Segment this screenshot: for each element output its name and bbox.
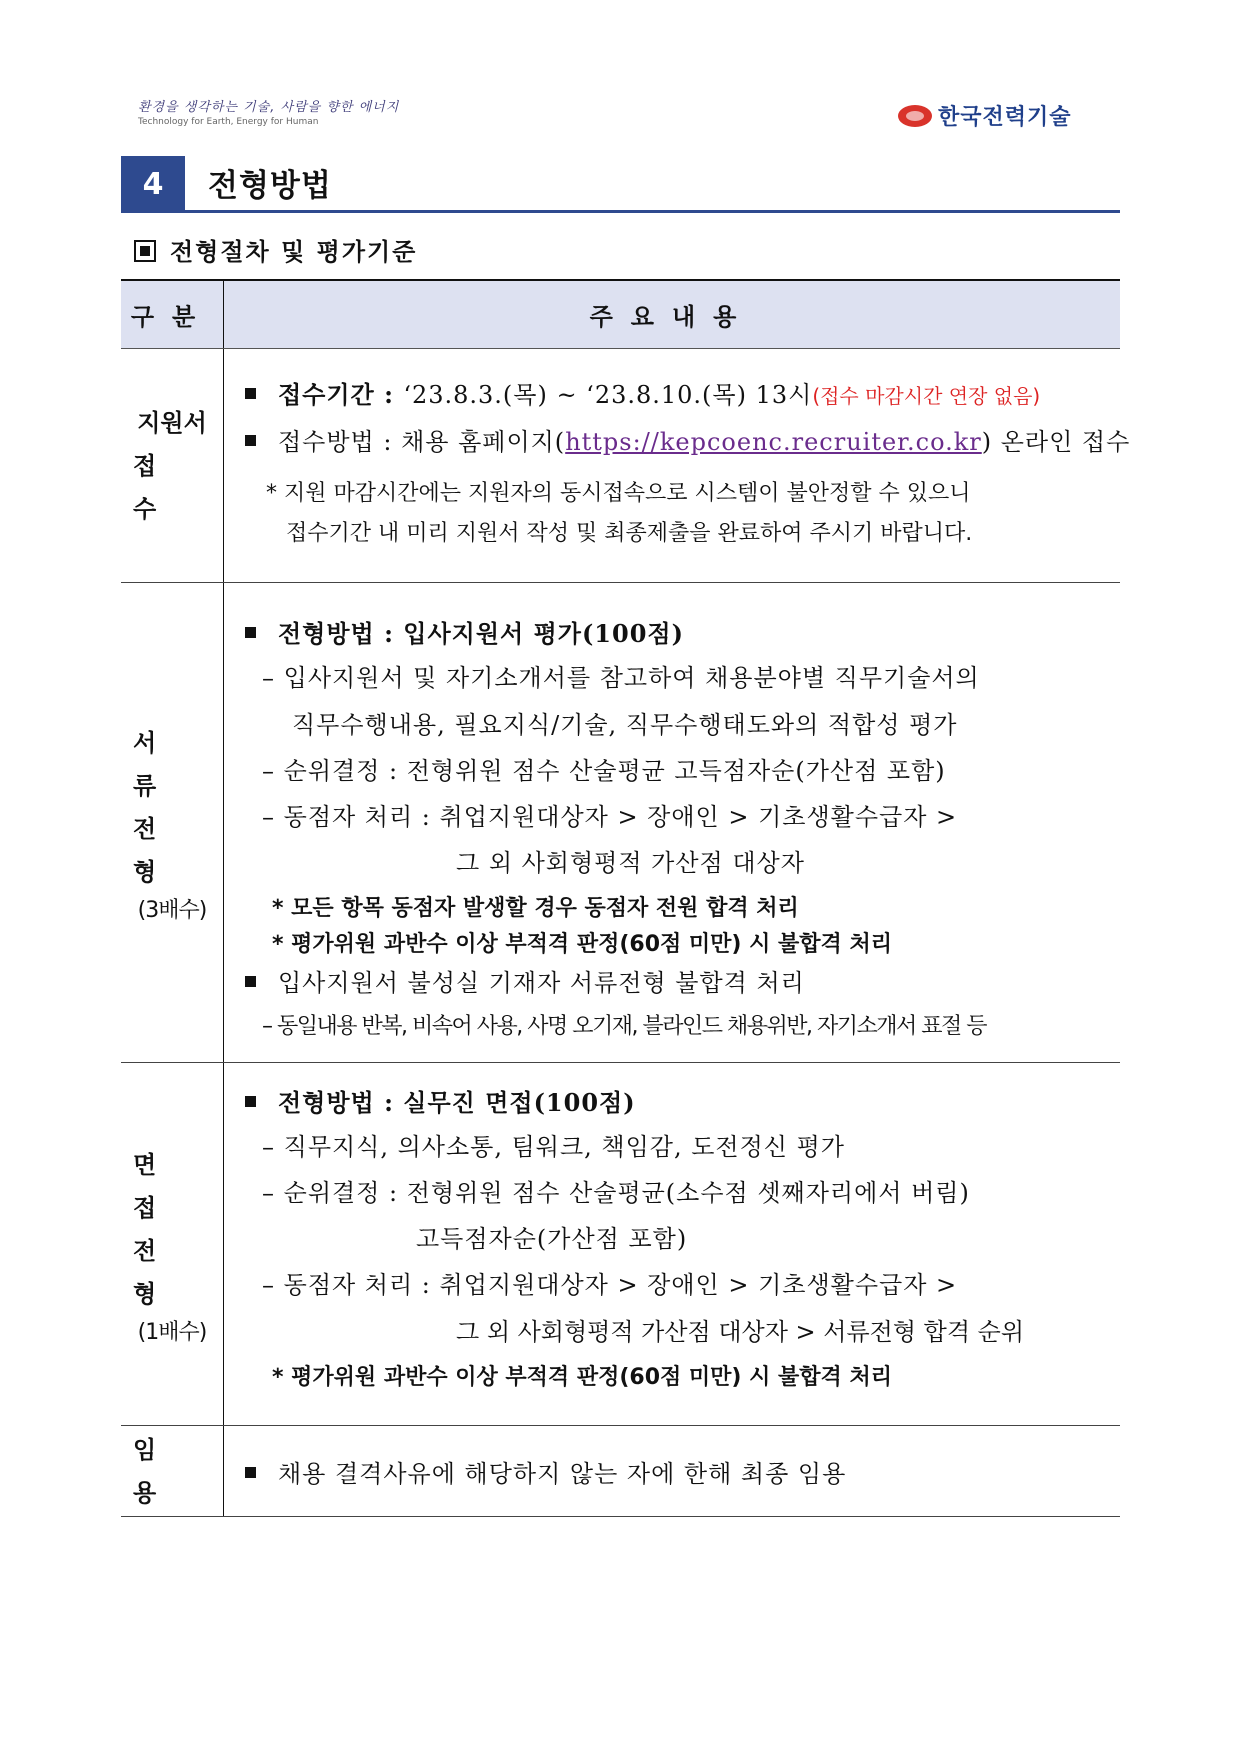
subheading-text: 전형절차 및 평가기준 xyxy=(170,237,418,266)
category-label: 전 형 xyxy=(133,814,169,886)
reception-note: * 지원 마감시간에는 지원자의 동시접속으로 시스템이 불안정할 수 있으니 xyxy=(266,481,971,506)
reception-method: 접수방법 : 채용 홈페이지(https://kepcoenc.recruiter.co.kr) 온라인 접수 xyxy=(245,422,1130,457)
category-multiplier: (3배수) xyxy=(137,898,207,923)
content-cell xyxy=(224,349,1131,582)
slogan xyxy=(138,96,399,127)
category-cell xyxy=(121,1063,224,1425)
category-label: 지원서 xyxy=(137,408,207,437)
doc-item: 직무수행내용, 필요지식/기술, 직무수행태도와의 적합성 평가 xyxy=(292,711,958,739)
content-cell xyxy=(224,1426,1120,1516)
square-bullet-icon xyxy=(245,1467,256,1478)
interview-item: – 직무지식, 의사소통, 팀워크, 책임감, 도전정신 평가 xyxy=(262,1133,845,1161)
doc-item: 그 외 사회형평적 가산점 대상자 xyxy=(456,849,805,877)
category-cell xyxy=(121,583,224,1062)
recruit-site-link[interactable]: https://kepcoenc.recruiter.co.kr xyxy=(565,428,982,456)
category-label: 접 수 xyxy=(133,451,169,523)
table-header xyxy=(121,279,1120,349)
company-logo xyxy=(898,100,1072,131)
doc-note: * 평가위원 과반수 이상 부적격 판정(60점 미만) 시 불합격 처리 xyxy=(272,932,892,957)
category-cell xyxy=(121,1426,224,1516)
appointment-item: 채용 결격사유에 해당하지 않는 자에 한해 최종 임용 xyxy=(245,1454,846,1489)
doc-disqualify: 입사지원서 불성실 기재자 서류전형 불합격 처리 xyxy=(245,963,805,998)
category-label: 서 류 xyxy=(133,728,169,800)
interview-item: – 동점자 처리 : 취업지원대상자 > 장애인 > 기초생활수급자 > xyxy=(262,1271,958,1299)
content-cell xyxy=(224,1063,1120,1425)
square-bullet-icon xyxy=(245,627,256,638)
reception-note: 접수기간 내 미리 지원서 작성 및 최종제출을 완료하여 주시기 바랍니다. xyxy=(286,521,973,546)
company-name: 한국전력기술 xyxy=(938,105,1072,130)
square-bullet-icon xyxy=(245,1096,256,1107)
interview-item: – 순위결정 : 전형위원 점수 산술평균(소수점 셋째자리에서 버림) xyxy=(262,1179,970,1207)
table-row-interview xyxy=(121,1063,1120,1426)
interview-method: 전형방법 : 실무진 면접(100점) xyxy=(245,1083,636,1118)
category-multiplier: (1배수) xyxy=(137,1319,207,1345)
slogan-english: Technology for Earth, Energy for Human xyxy=(138,117,319,127)
section-title: 전형방법 xyxy=(208,168,332,204)
content-cell xyxy=(224,583,1120,1062)
logo-mark-icon xyxy=(898,105,932,127)
doc-method: 전형방법 : 입사지원서 평가(100점) xyxy=(245,614,684,649)
header-content: 주요내용 xyxy=(589,302,755,331)
selection-table xyxy=(121,279,1131,1517)
doc-note: * 모든 항목 동점자 발생할 경우 동점자 전원 합격 처리 xyxy=(272,896,799,921)
category-label: 임 용 xyxy=(133,1435,169,1507)
square-bullet-icon xyxy=(245,388,256,399)
square-bullet-icon xyxy=(245,976,256,987)
subheading xyxy=(134,232,417,267)
category-cell xyxy=(121,349,224,582)
table-row-document xyxy=(121,583,1120,1063)
table-row-appointment xyxy=(121,1426,1120,1517)
deadline-note: (접수 마감시간 연장 없음) xyxy=(812,384,1041,408)
doc-item: – 입사지원서 및 자기소개서를 참고하여 채용분야별 직무기술서의 xyxy=(262,664,980,692)
interview-note: * 평가위원 과반수 이상 부적격 판정(60점 미만) 시 불합격 처리 xyxy=(272,1365,892,1390)
interview-item: 고득점자순(가산점 포함) xyxy=(416,1225,688,1253)
doc-item: – 순위결정 : 전형위원 점수 산술평균 고득점자순(가산점 포함) xyxy=(262,757,946,785)
section-number: 4 xyxy=(121,156,185,212)
doc-item: – 동점자 처리 : 취업지원대상자 > 장애인 > 기초생활수급자 > xyxy=(262,803,958,831)
table-row-reception xyxy=(121,349,1131,583)
header-category: 구분 xyxy=(121,281,224,348)
reception-period: 접수기간 : ‘23.8.3.(목) ~ ‘23.8.10.(목) 13시(접수 마감시간 연장 없음) xyxy=(245,375,1040,410)
interview-item: 그 외 사회형평적 가산점 대상자 > 서류전형 합격 순위 xyxy=(456,1318,1025,1346)
category-label: 전 형 xyxy=(133,1235,169,1308)
category-label: 면 접 xyxy=(133,1149,169,1222)
square-bullet-icon xyxy=(245,435,256,446)
doc-item: – 동일내용 반복, 비속어 사용, 사명 오기재, 블라인드 채용위반, 자기소개서 표절 등 xyxy=(262,1014,986,1039)
slogan-korean: 환경을 생각하는 기술, 사람을 향한 에너지 xyxy=(138,100,400,115)
checkbox-square-icon xyxy=(134,240,156,262)
section-divider xyxy=(121,210,1120,213)
